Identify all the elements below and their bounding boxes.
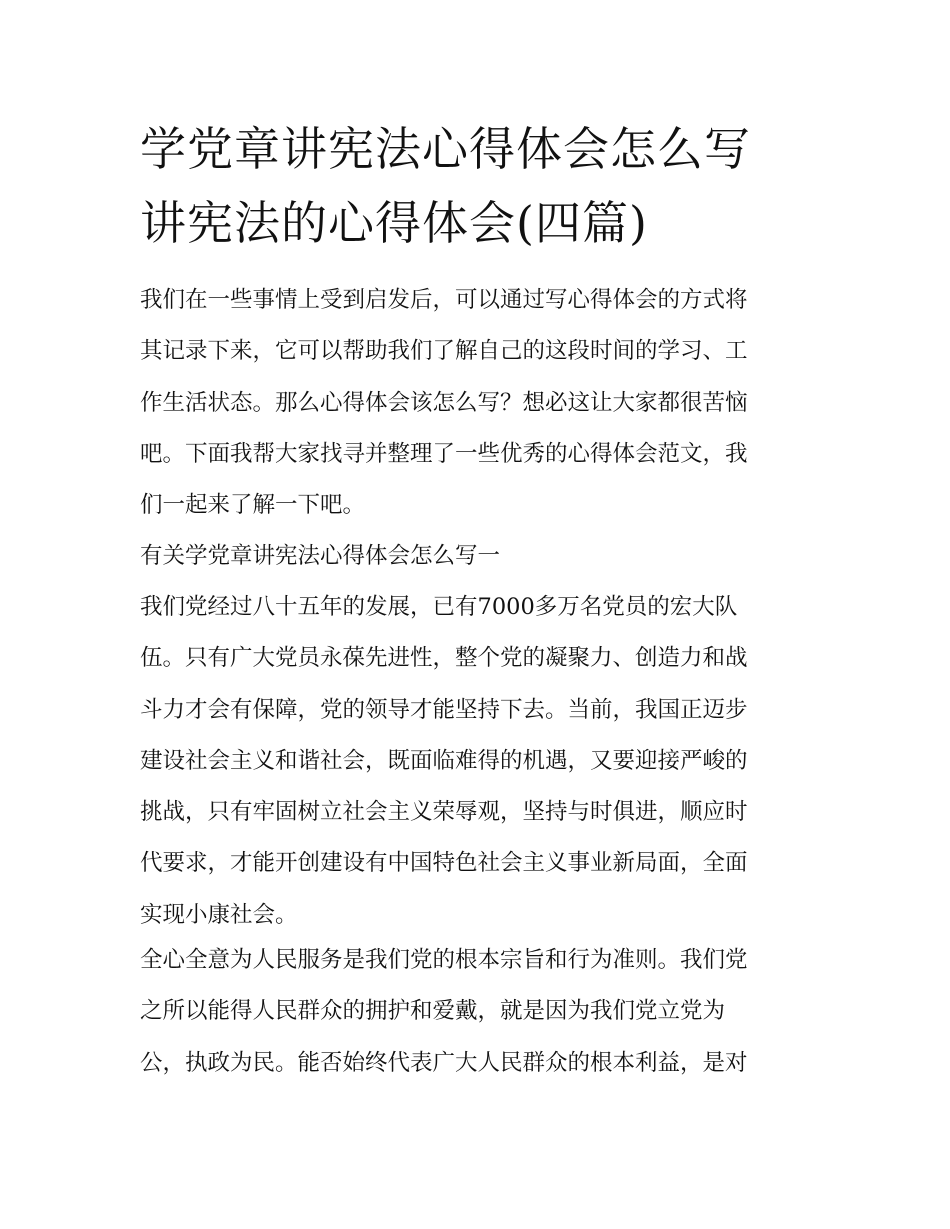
intro-line: 吧。下面我帮大家找寻并整理了一些优秀的心得体会范文，我 bbox=[140, 440, 748, 467]
intro-line: 作生活状态。那么心得体会该怎么写？想必这让大家都很苦恼 bbox=[140, 389, 748, 416]
paragraph-line: 实现小康社会。 bbox=[140, 901, 298, 928]
paragraph-line: 之所以能得人民群众的拥护和爱戴，就是因为我们党立党为 bbox=[140, 998, 726, 1025]
intro-line: 们一起来了解一下吧。 bbox=[140, 492, 366, 519]
intro-line: 我们在一些事情上受到启发后，可以通过写心得体会的方式将 bbox=[140, 287, 748, 313]
intro-paragraph bbox=[140, 275, 820, 531]
paragraph-line: 全心全意为人民服务是我们党的根本宗旨和行为准则。我们党 bbox=[140, 947, 748, 973]
title-line-2: 讲宪法的心得体会(四篇) bbox=[140, 196, 648, 250]
section-heading bbox=[140, 531, 820, 582]
intro-line: 其记录下来，它可以帮助我们了解自己的这段时间的学习、工 bbox=[140, 338, 748, 365]
section-heading-text: 有关学党章讲宪法心得体会怎么写一 bbox=[140, 543, 501, 569]
paragraph-line: 我们党经过八十五年的发展，已有7000多万名党员的宏大队 bbox=[140, 594, 738, 620]
paragraph-line: 公，执政为民。能否始终代表广大人民群众的根本利益，是对 bbox=[140, 1049, 748, 1076]
paragraph-line: 伍。只有广大党员永葆先进性，整个党的凝聚力、创造力和战 bbox=[140, 645, 748, 672]
document-title bbox=[140, 112, 820, 260]
paragraph-line: 代要求，才能开创建设有中国特色社会主义事业新局面，全面 bbox=[140, 850, 748, 877]
paragraph-line: 建设社会主义和谐社会，既面临难得的机遇，又要迎接严峻的 bbox=[140, 747, 748, 774]
body-paragraph-2 bbox=[140, 935, 820, 1089]
body-paragraph-1 bbox=[140, 582, 820, 941]
title-line-1: 学党章讲宪法心得体会怎么写 bbox=[140, 122, 751, 176]
paragraph-line: 挑战，只有牢固树立社会主义荣辱观，坚持与时俱进，顺应时 bbox=[140, 799, 748, 826]
paragraph-line: 斗力才会有保障，党的领导才能坚持下去。当前，我国正迈步 bbox=[140, 696, 748, 723]
